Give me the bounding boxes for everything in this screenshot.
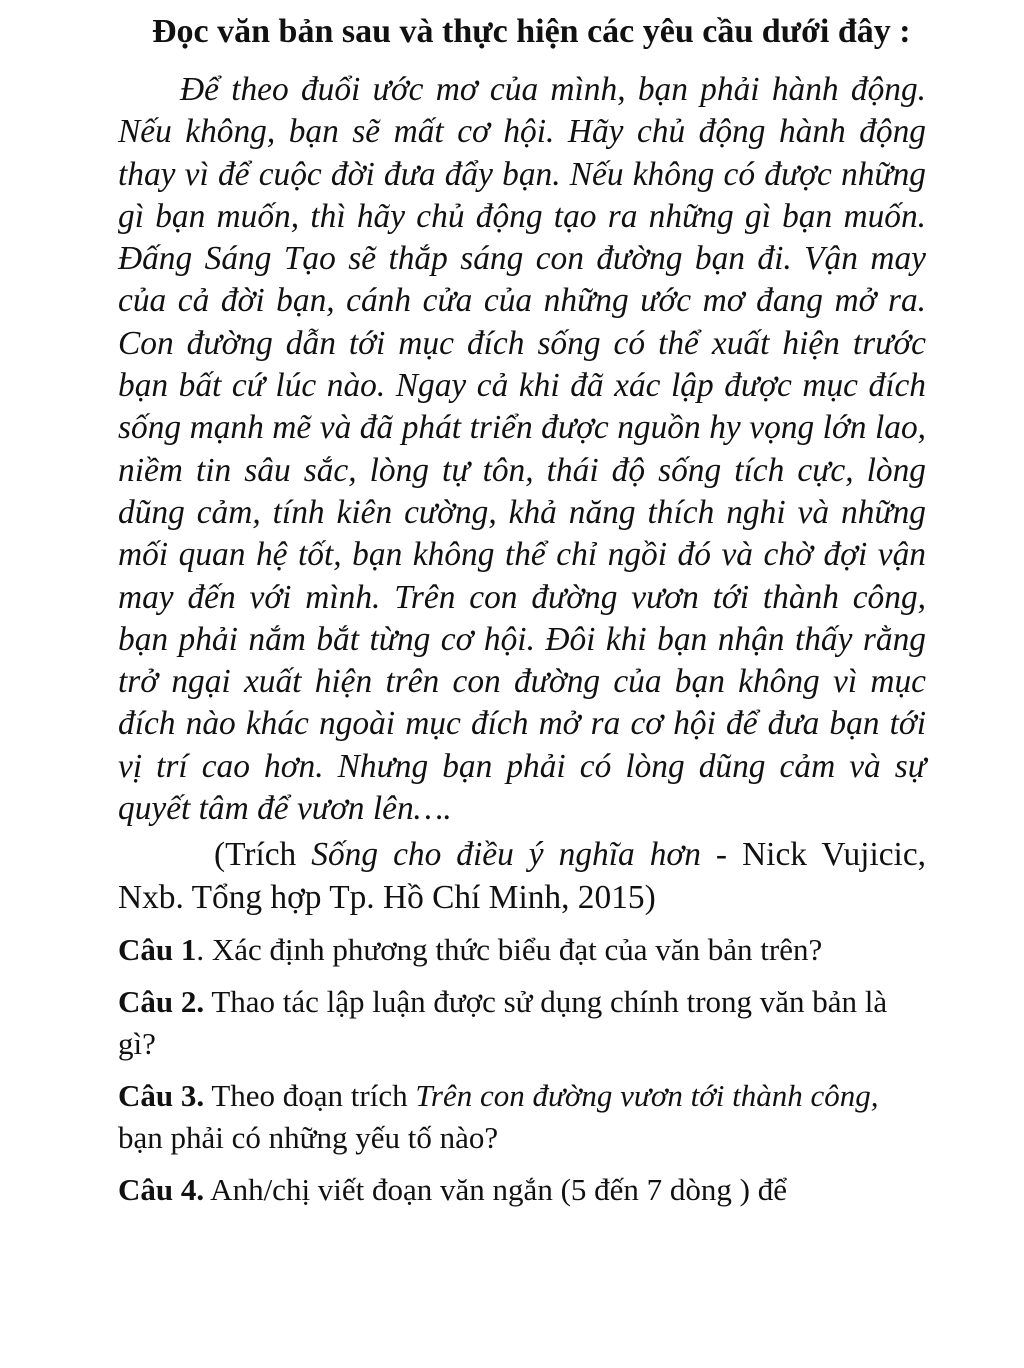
question-1 (118, 929, 926, 971)
question-3-text-before: Theo đoạn trích (204, 1077, 416, 1113)
question-2 (118, 981, 926, 1065)
question-4 (118, 1169, 926, 1211)
source-citation (118, 834, 926, 919)
question-4-label: Câu 4. (118, 1171, 205, 1207)
instruction-heading: Đọc văn bản sau và thực hiện các yêu cầu dưới đây : (152, 13, 911, 50)
reading-passage: Để theo đuổi ước mơ của mình, bạn phải hành động. Nếu không, bạn sẽ mất cơ hội. Hãy chủ động hành động thay vì để cuộc đời đưa đẩy bạn. Nếu không có được những gì bạn muốn, thì hãy chủ động tạo ra những gì bạn muốn. Đấng Sáng Tạo sẽ thắp sáng con đường bạn đi. Vận may của cả đời bạn, cánh cửa của những ước mơ đang mở ra. Con đường dẫn tới mục đích sống có thể xuất hiện trước bạn bất cứ lúc nào. Ngay cả khi đã xác lập được mục đích sống mạnh mẽ và đã phát triển được nguồn hy vọng lớn lao, niềm tin sâu sắc, lòng tự tôn, thái độ sống tích cực, lòng dũng cảm, tính kiên cường, khả năng thích nghi và những mối quan hệ tốt, bạn không thể chỉ ngồi đó và chờ đợi vận may đến với mình. Trên con đường vươn tới thành công, bạn phải nắm bắt từng cơ hội. Đôi khi bạn nhận thấy rằng trở ngại xuất hiện trên con đường của bạn không vì mục đích nào khác ngoài mục đích mở ra cơ hội để đưa bạn tới vị trí cao hơn. Nhưng bạn phải có lòng dũng cảm và sự quyết tâm để vươn lên…. (118, 71, 926, 828)
source-prefix: (Trích (214, 836, 312, 874)
document-page (118, 8, 926, 1211)
question-4-text: Anh/chị viết đoạn văn ngắn (5 đến 7 dòng ) để (204, 1171, 787, 1207)
question-3-text-after: bạn phải có những yếu tố nào? (118, 1119, 499, 1155)
question-3-label: Câu 3. (118, 1077, 205, 1113)
question-2-text: Thao tác lập luận được sử dụng chính trong văn bản là gì? (118, 983, 888, 1061)
source-suffix: - Nick Vujicic, Nxb. Tổng hợp Tp. Hồ Chí Minh, 2015) (118, 836, 927, 916)
question-3-italic-quote: Trên con đường vươn tới thành công, (415, 1077, 879, 1113)
question-1-text: . Xác định phương thức biểu đạt của văn bản trên? (196, 931, 823, 967)
source-work-title: Sống cho điều ý nghĩa hơn (311, 836, 701, 874)
question-3 (118, 1075, 926, 1159)
question-1-label: Câu 1 (118, 931, 197, 967)
question-2-label: Câu 2. (118, 983, 205, 1019)
